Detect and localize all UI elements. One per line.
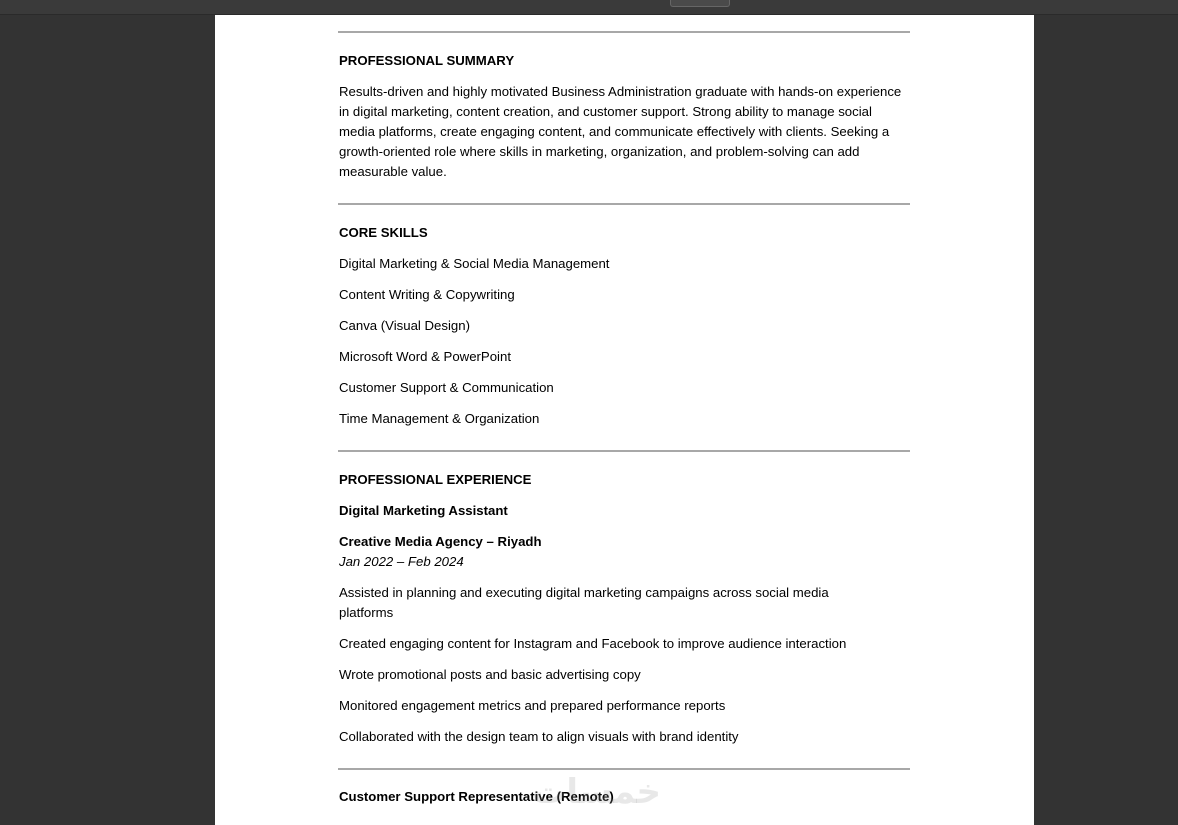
section-divider bbox=[338, 31, 910, 33]
resume-content bbox=[339, 31, 911, 825]
summary-section bbox=[339, 51, 911, 182]
watermark-logo: خمسات bbox=[532, 773, 661, 811]
viewer-toolbar bbox=[0, 0, 1178, 15]
skill-item: Digital Marketing & Social Media Management bbox=[339, 256, 610, 271]
job-bullet: Monitored engagement metrics and prepared performance reports bbox=[339, 698, 726, 713]
job-title: Customer Support Representative (Remote) bbox=[339, 789, 614, 804]
section-divider bbox=[338, 203, 910, 205]
section-divider bbox=[338, 450, 910, 452]
job-bullet: Created engaging content for Instagram and Facebook to improve audience interaction bbox=[339, 636, 847, 651]
document-page bbox=[215, 15, 1034, 825]
skill-item: Time Management & Organization bbox=[339, 411, 540, 426]
experience-heading: PROFESSIONAL EXPERIENCE bbox=[339, 472, 532, 487]
job-bullet: Assisted in planning and executing digital marketing campaigns across social media platforms bbox=[339, 585, 829, 620]
experience-section-continued bbox=[339, 787, 911, 807]
section-divider bbox=[338, 768, 910, 770]
toolbar-handle[interactable] bbox=[670, 0, 730, 7]
experience-section bbox=[339, 470, 911, 747]
skill-item: Microsoft Word & PowerPoint bbox=[339, 349, 511, 364]
job-title: Digital Marketing Assistant bbox=[339, 503, 508, 518]
skill-item: Content Writing & Copywriting bbox=[339, 287, 515, 302]
summary-text: Results-driven and highly motivated Business Administration graduate with hands-on experience in digital marketing, content creation, and customer support. Strong ability to manage social media platforms, create engaging content, and communicate effectively with clients. Seeking a growth-oriented role where skills in marketing, organization, and problem-solving can add measurable value. bbox=[339, 84, 902, 179]
job-company: Creative Media Agency – Riyadh bbox=[339, 534, 542, 549]
job-bullet: Collaborated with the design team to align visuals with brand identity bbox=[339, 729, 739, 744]
summary-heading: PROFESSIONAL SUMMARY bbox=[339, 53, 515, 68]
skill-item: Canva (Visual Design) bbox=[339, 318, 470, 333]
skill-item: Customer Support & Communication bbox=[339, 380, 554, 395]
job-bullet: Wrote promotional posts and basic advertising copy bbox=[339, 667, 641, 682]
skills-section bbox=[339, 223, 911, 429]
job-dates: Jan 2022 – Feb 2024 bbox=[339, 554, 464, 569]
skills-heading: CORE SKILLS bbox=[339, 225, 428, 240]
